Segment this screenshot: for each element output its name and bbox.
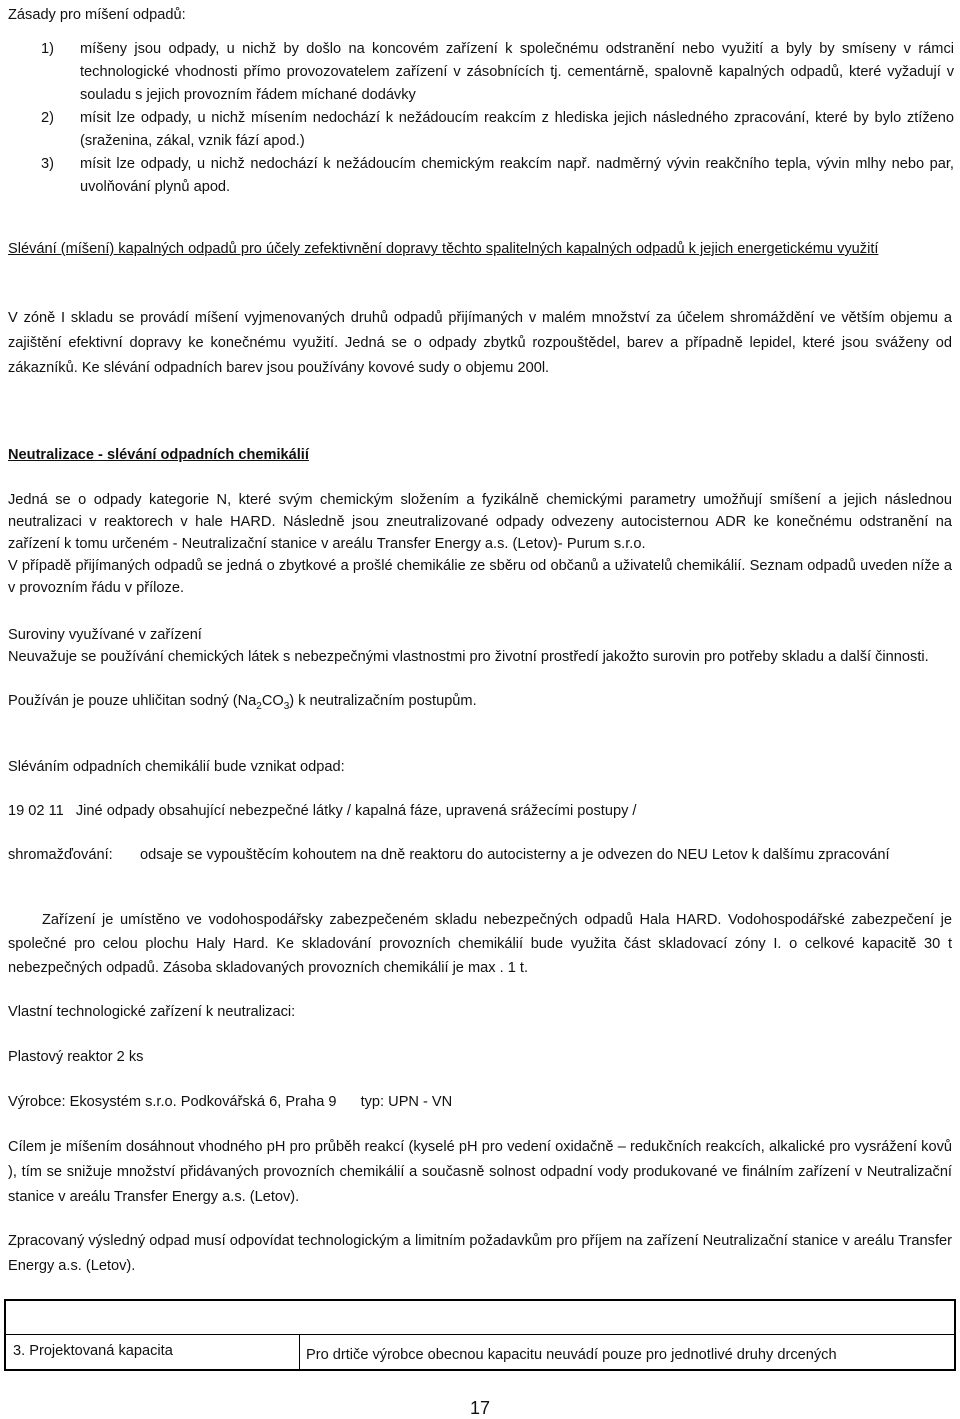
suroviny-text: Neuvažuje se používání chemických látek s nebezpečnými vlastnostmi pro životní prostředí jakožto surovin pro potřeby skladu a další činnosti. [8,649,929,665]
pouzivan-subscript-2: 3 [283,700,290,712]
rule-text: mísit lze odpady, u nichž nedochází k nežádoucím chemickým reakcím např. nadměrný vývin reakčního tepla, vývin mlhy nebo par, uvolňování plynů apod. [80,156,954,195]
vyrobce-text: Výrobce: Ekosystém s.r.o. Podkovářská 6, Praha 9 [8,1094,337,1110]
rule-number: 3) [41,156,54,172]
vyrobce-line [8,1091,952,1113]
suroviny-heading: Suroviny využívané v zařízení [8,627,202,643]
pouzivan-mid: CO [261,693,284,709]
neutralizace-paragraph-1: Jedná se o odpady kategorie N, které svým chemickým složením a fyzikálně chemickými parametry umožňují smíšení a jejich následnou neutralizaci v reaktorech v hale HARD. Následně jsou zneutralizované odpady odvezeny autocisternou ADR ke konečnému odstranění na zařízení k tomu určeném - Neutralizační stanice v areálu Transfer Energy a.s. (Letov)- Purum s.r.o. [8,492,952,552]
typ-text: typ: UPN - VN [360,1094,453,1110]
capacity-label-cell: 3. Projektovaná kapacita [4,1334,300,1370]
zarizeni-paragraph: Zařízení je umístěno ve vodohospodářsky zabezpečeném skladu nebezpečných odpadů Hala HARD. Vodohospodářské zabezpečení je společné pro celou plochu Haly Hard. Ke skladování provozních chemikálií bude využita část skladovací zóny I. o celkové kapacitě 30 t nebezpečných odpadů. Zásoba skladovaných provozních chemikálií je max . 1 t. [8,912,952,976]
zpracovany-paragraph: Zpracovaný výsledný odpad musí odpovídat technologickým a limitním požadavkům pro příjem na zařízení Neutralizační stanice v areálu Transfer Energy a.s. (Letov). [8,1233,952,1274]
pouzivan-suffix: ) k neutralizačním postupům. [289,693,477,709]
vznik-heading: Sléváním odpadních chemikálií bude vznikat odpad: [8,759,345,775]
rule-text: mísit lze odpady, u nichž mísením nedochází k nežádoucím reakcím z hlediska jejich následného zpracování, které by bylo ztíženo (sraženina, zákal, vznik fází apod.) [80,110,954,149]
rules-list [8,38,954,199]
pouzivan-line [8,690,952,718]
page-number: 17 [469,1398,491,1418]
rule-text: míšeny jsou odpady, u nichž by došlo na koncovém zařízení k společnému odstranění nebo využití a byly by smíseny v rámci technologické vhodnosti přímo provozovatelem zařízení v zásobnících tj. cementárně, spalovně kapalných odpadů, které vyžadují v souladu s jejich provozním řádem míchané dodávky [80,41,954,103]
rule-item [8,153,954,199]
neutralizace-heading: Neutralizace - slévání odpadních chemikálií [8,447,309,463]
slevani-heading: Slévání (míšení) kapalných odpadů pro účely zefektivnění dopravy těchto spalitelných kapalných odpadů k jejich energetickému využití [8,241,879,257]
rule-number: 1) [41,41,54,57]
pouzivan-prefix: Používán je pouze uhličitan sodný (Na [8,693,257,709]
shromazdovani-text: odsaje se vypouštěcím kohoutem na dně reaktoru do autocisterny a je odvezen do NEU Letov k dalšímu zpracování [140,847,890,863]
rule-number: 2) [41,110,54,126]
neutralizace-paragraph-2: V případě přijímaných odpadů se jedná o zbytkové a prošlé chemikálie ze sběru od občanů a uživatelů chemikálií. Seznam odpadů uveden níže a v provozním řádu v příloze. [8,558,952,596]
capacity-value-cell: Pro drtiče výrobce obecnou kapacitu neuvádí pouze pro jednotlivé druhy drcených [300,1334,956,1370]
shromazdovani-label: shromažďování: [8,847,113,863]
vlastni-heading: Vlastní technologické zařízení k neutralizaci: [8,1004,296,1020]
rule-item [8,107,954,153]
reaktor-line: Plastový reaktor 2 ks [8,1049,144,1065]
shromazdovani-block [8,844,952,866]
rule-item [8,38,954,107]
odpad-line: 19 02 11 Jiné odpady obsahující nebezpečné látky / kapalná fáze, upravená srážecími postupy / [8,803,637,819]
slevani-paragraph: V zóně I skladu se provádí míšení vyjmenovaných druhů odpadů přijímaných v malém množství za účelem shromáždění ve větším objemu a zajištění efektivní dopravy ke konečnému využití. Jedná se o odpady zbytků rozpouštědel, barev a případně lepidel, které jsou sváženy od zákazníků. Ke slévání odpadních barev jsou používány kovové sudy o objemu 200l. [8,310,952,376]
pouzivan-subscript-1: 2 [256,700,262,712]
rules-heading: Zásady pro míšení odpadů: [8,7,186,23]
cilem-paragraph: Cílem je míšením dosáhnout vhodného pH pro průběh reakcí (kyselé pH pro vedení oxidačně – redukčních reakcích, alkalické pro vysrážení kovů ), tím se snižuje množství přidávaných provozních chemikálií a současně solnost odpadní vody produkované ve finálním zařízení v Neutralizační stanice v areálu Transfer Energy a.s. (Letov). [8,1139,952,1205]
